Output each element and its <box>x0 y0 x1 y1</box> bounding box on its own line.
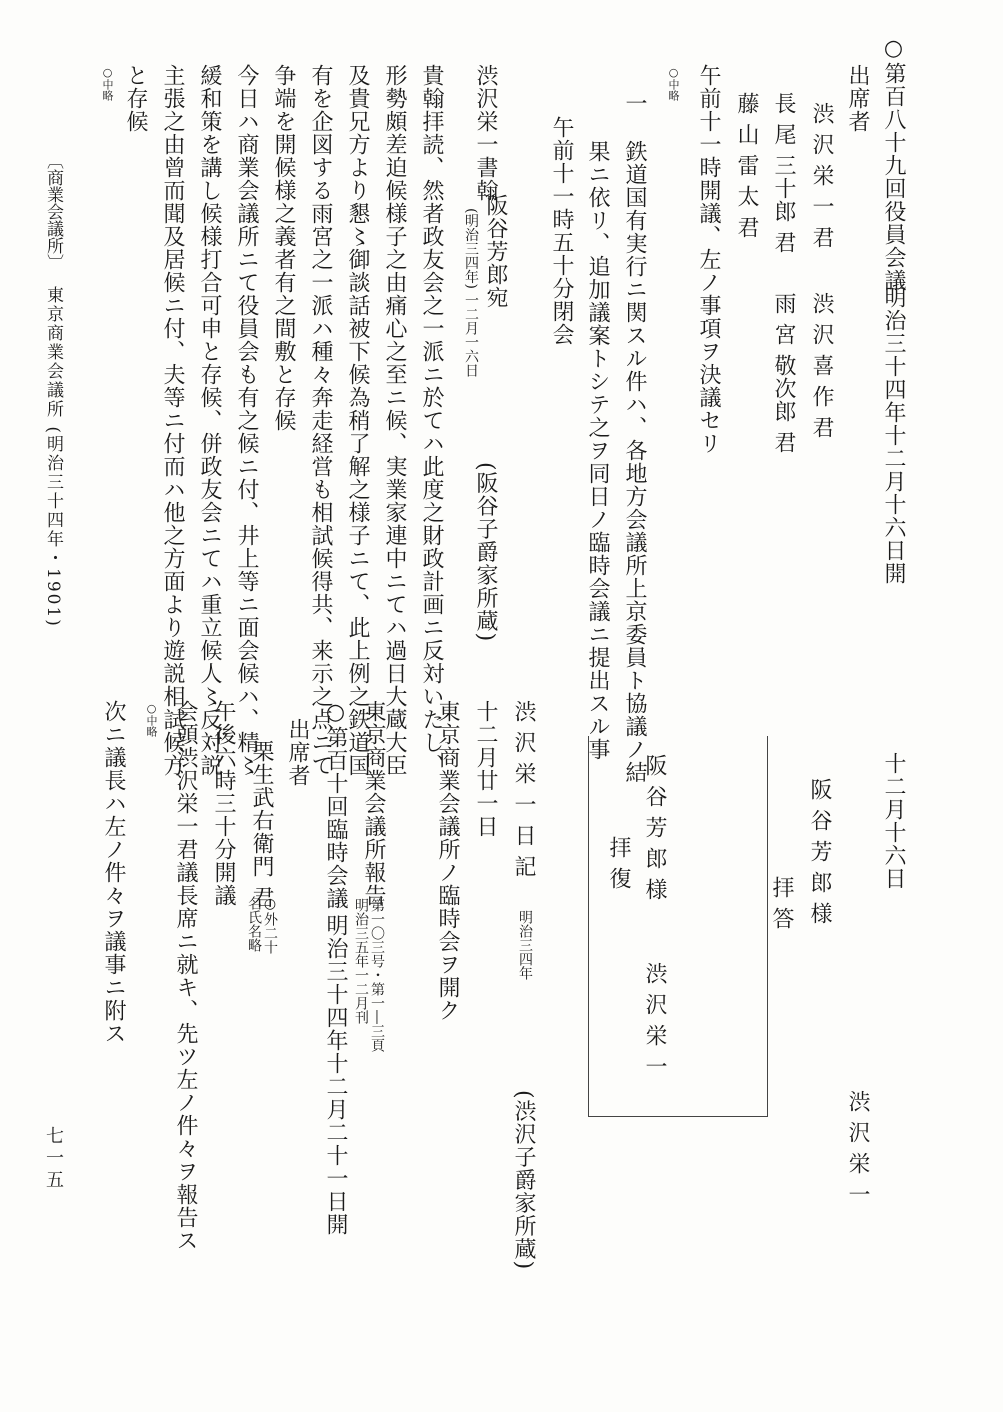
letter-addressee: 阪谷芳郎宛 <box>483 194 508 309</box>
envelope-sender: 渋 沢 栄 一 <box>642 962 667 1078</box>
diary-entry: 東京商業会議所ノ臨時会ヲ開ク <box>435 700 460 1022</box>
attendee-shibusawa-kisaku: 渋 沢 喜 作 君 <box>809 292 834 439</box>
letter-closing-word: 拝 答 <box>769 876 794 930</box>
letter-date: (明治三四年) 一二月一六日 <box>463 208 479 378</box>
others-note-1: ○外二十 <box>262 896 278 954</box>
attendee-kuryu: 栗生武右衛門 君 <box>249 740 274 909</box>
item-line-1: 鉄道国有実行ニ関スル件ハ、各地方会議所上京委員ト協議ノ結 <box>622 140 647 784</box>
letter-source: (阪谷子爵家所蔵) <box>473 462 498 643</box>
report-ref-1: 第一〇三号・第一―三頁 <box>369 898 385 1052</box>
report-title: 東京商業会議所報告 <box>361 700 386 907</box>
chair-line: 会頭渋沢栄一君議長席ニ就キ、先ツ左ノ件々ヲ報告ス <box>173 700 198 1252</box>
attendee-nagao: 長 尾 三十郎 君 <box>771 92 796 254</box>
envelope-reply: 拝 復 <box>606 836 631 890</box>
letter-body-line: と存候 <box>123 64 148 133</box>
item-line-2: 果ニ依リ、追加議案トシテ之ヲ同日ノ臨時会議ニ提出スル事 <box>585 140 610 761</box>
attendees-label: 出席者 <box>285 718 310 787</box>
others-note <box>246 896 278 954</box>
envelope-box <box>588 736 768 1117</box>
letter-body-line: 緩和策を講し候様打合可申と存候、併政友会ニてハ重立候人〻反対説 <box>197 64 222 777</box>
meeting-189-title: ○第百八十九回役員会議 <box>881 36 906 292</box>
meeting-189-date: 明治三十四年十二月十六日開 <box>881 286 906 585</box>
letter-closing-date: 十二月十六日 <box>881 752 906 890</box>
letter-body-line: 有を企図する雨宮之一派ハ種々奔走経営も相試候得共、来示之点ニて <box>308 64 333 777</box>
letter-title: 渋沢栄一書翰 <box>473 64 498 202</box>
attendees-label: 出席者 <box>845 64 870 133</box>
letter-body-line: 主張之由曾而聞及居候ニ付、夫等ニ付而ハ他之方面より遊説相試候方 <box>160 64 185 777</box>
letter-body-line: 貴翰拝読、然者政友会之一派ニ於てハ此度之財政計画ニ反対いたし、 <box>419 64 444 777</box>
omitted-note: ○中略 <box>145 702 158 737</box>
open-time-line: 午後六時三十分開議 <box>211 700 236 907</box>
attendee-amamiya: 雨 宮 敬次郎 君 <box>771 292 796 454</box>
letter-body-line: 争端を開候様之義者有之間敷と存候 <box>271 64 296 432</box>
meeting-110-date: 明治三十四年十二月二十一日開 <box>323 914 348 1236</box>
omitted-note: ○中略 <box>667 66 680 101</box>
diary-date: 十二月廿一日 <box>473 700 498 838</box>
footer-bracket-label: 〔商業会議所〕 <box>43 152 63 271</box>
page-number: 七一五 <box>43 1126 64 1192</box>
item-number: 一 <box>622 92 647 115</box>
letter-body-line: 今日ハ商業会議所ニて役員会も有之候ニ付、井上等ニ面会候ハ、精〻 <box>234 64 259 777</box>
others-note-2: 名氏名略 <box>246 896 262 952</box>
diary-source: (渋沢子爵家所蔵) <box>511 1090 536 1271</box>
letter-closing-recipient: 阪 谷 芳 郎 様 <box>807 778 832 925</box>
report-ref-2: 明治三五年一二月刊 <box>353 898 369 1024</box>
letter-body-line: 形勢頗差迫候様子之由痛心之至ニ候、実業家連中ニてハ過日大蔵大臣 <box>382 64 407 777</box>
attendee-fujiyama: 藤 山 雷 太 君 <box>734 92 759 239</box>
footer-running-title: 東京商業会議所 (明治三十四年・1901) <box>43 286 63 628</box>
open-time-line: 午前十一時開議、左ノ事項ヲ決議セリ <box>696 64 721 455</box>
close-time-line: 午前十一時五十分閉会 <box>549 116 574 346</box>
omitted-note: ○中略 <box>101 66 114 101</box>
next-agenda-line: 次ニ議長ハ左ノ件々ヲ議事ニ附ス <box>101 700 126 1045</box>
letter-body-line: 及貴兄方より懇〻御談話被下候為稍了解之様子ニて、此上例之鉄道国 <box>345 64 370 777</box>
meeting-110-title: ○第百十回臨時会議 <box>323 700 348 910</box>
attendee-shibusawa-eiichi: 渋 沢 栄 一 君 <box>809 102 834 249</box>
diary-year: 明治三四年 <box>517 910 533 980</box>
letter-closing-sender: 渋 沢 栄 一 <box>845 1090 870 1206</box>
diary-title: 渋 沢 栄 一 日 記 <box>511 700 536 878</box>
envelope-recipient: 阪 谷 芳 郎 様 <box>642 754 667 901</box>
